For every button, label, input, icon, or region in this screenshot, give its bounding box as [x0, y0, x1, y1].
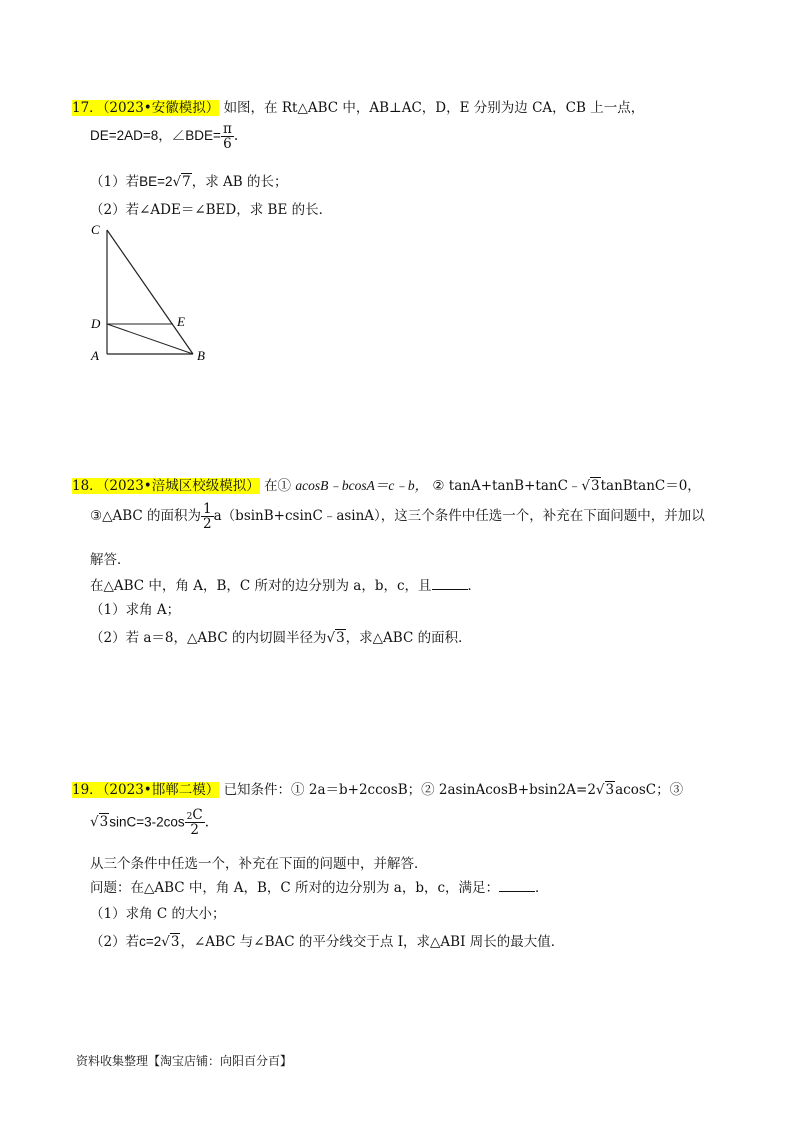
label-D: D	[91, 316, 101, 331]
problem-18-line3: 解答．	[90, 552, 131, 568]
label-A: A	[91, 348, 99, 363]
problem-18-q2: （2）若 a＝8，△ABC 的内切圆半径为√3，求△ABC 的面积．	[90, 630, 472, 646]
label-B: B	[197, 348, 205, 363]
problem-19-number: 19．	[72, 782, 103, 798]
sqrt-3: √3	[161, 934, 180, 950]
footer-text: 资料收集整理【淘宝店铺：向阳百分百】	[76, 1054, 293, 1068]
answer-blank	[499, 879, 535, 892]
problem-18-line4: 在△ABC 中，角 A，B，C 所对的边分别为 a，b，c，且 ．	[90, 578, 482, 594]
problem-19-q2: （2）若c=2√3，∠ABC 与∠BAC 的平分线交于点 I，求△ABI 周长的最大值．	[90, 934, 565, 950]
problem-17-line2: DE=2AD=8，∠BDE= $\frac{\pi}{6}$ .	[90, 121, 239, 153]
problem-18-number: 18．	[72, 478, 103, 494]
problem-19-line4: 问题：在△ABC 中，角 A，B，C 所对的边分别为 a，b，c，满足： ．	[90, 880, 549, 896]
problem-19-source: （2023•邯郸二模）	[102, 782, 220, 798]
problem-18-line1: 18．（2023•涪城区校级模拟） 在① acosB﹣bcosA＝c﹣b， ② tanA+tanB+tanC﹣√3tanBtanC＝0，	[72, 478, 701, 494]
sqrt-3: √3	[595, 782, 615, 798]
problem-17-q2: （2）若∠ADE＝∠BED，求 BE 的长．	[90, 202, 333, 218]
problem-17-number: 17．	[72, 100, 103, 116]
triangle-figure	[85, 220, 215, 370]
problem-17-text: 如图，在 Rt△ABC 中，AB⊥AC，D，E 分别为边 CA，CB 上一点，	[223, 100, 645, 116]
sqrt-3: √3	[581, 478, 600, 494]
sqrt-3: √3	[90, 814, 109, 831]
problem-18-line2: ③△ABC 的面积为 $\frac{1}{2}$ a（bsinB+csinC﹣asinA），这三个条件中任选一个，补充在下面问题中，并加以	[90, 501, 705, 533]
fraction-1-2: $\frac{1}{2}$	[203, 501, 212, 533]
problem-17-source: （2023•安徽模拟）	[102, 100, 220, 116]
sqrt-7: √7	[172, 174, 191, 190]
label-E: E	[177, 314, 185, 329]
problem-19-line3: 从三个条件中任选一个，补充在下面的问题中，并解答．	[90, 856, 428, 872]
problem-18-q1: （1）求角 A；	[90, 602, 181, 618]
problem-19-q1: （1）求角 C 的大小；	[90, 906, 226, 922]
problem-19-line2: √3sinC=3-2cos $\frac{2C}{2}$ .	[90, 807, 209, 839]
sqrt-3: √3	[326, 630, 345, 646]
problem-17-line1	[72, 96, 644, 116]
answer-blank	[432, 577, 468, 590]
fraction-C-2: $\frac{2C}{2}$	[186, 807, 203, 839]
problem-17-q1: （1）若BE=2√7，求 AB 的长；	[90, 174, 288, 190]
fraction-pi-6: $\frac{\pi}{6}$	[222, 121, 232, 153]
problem-19-line1: 19．（2023•邯郸二模） 已知条件：① 2a＝b+2ccosB；② 2asinAcosB+bsin2A=2√3acosC；③	[72, 782, 684, 798]
problem-18-source: （2023•涪城区校级模拟）	[102, 478, 260, 494]
label-C: C	[91, 222, 100, 237]
